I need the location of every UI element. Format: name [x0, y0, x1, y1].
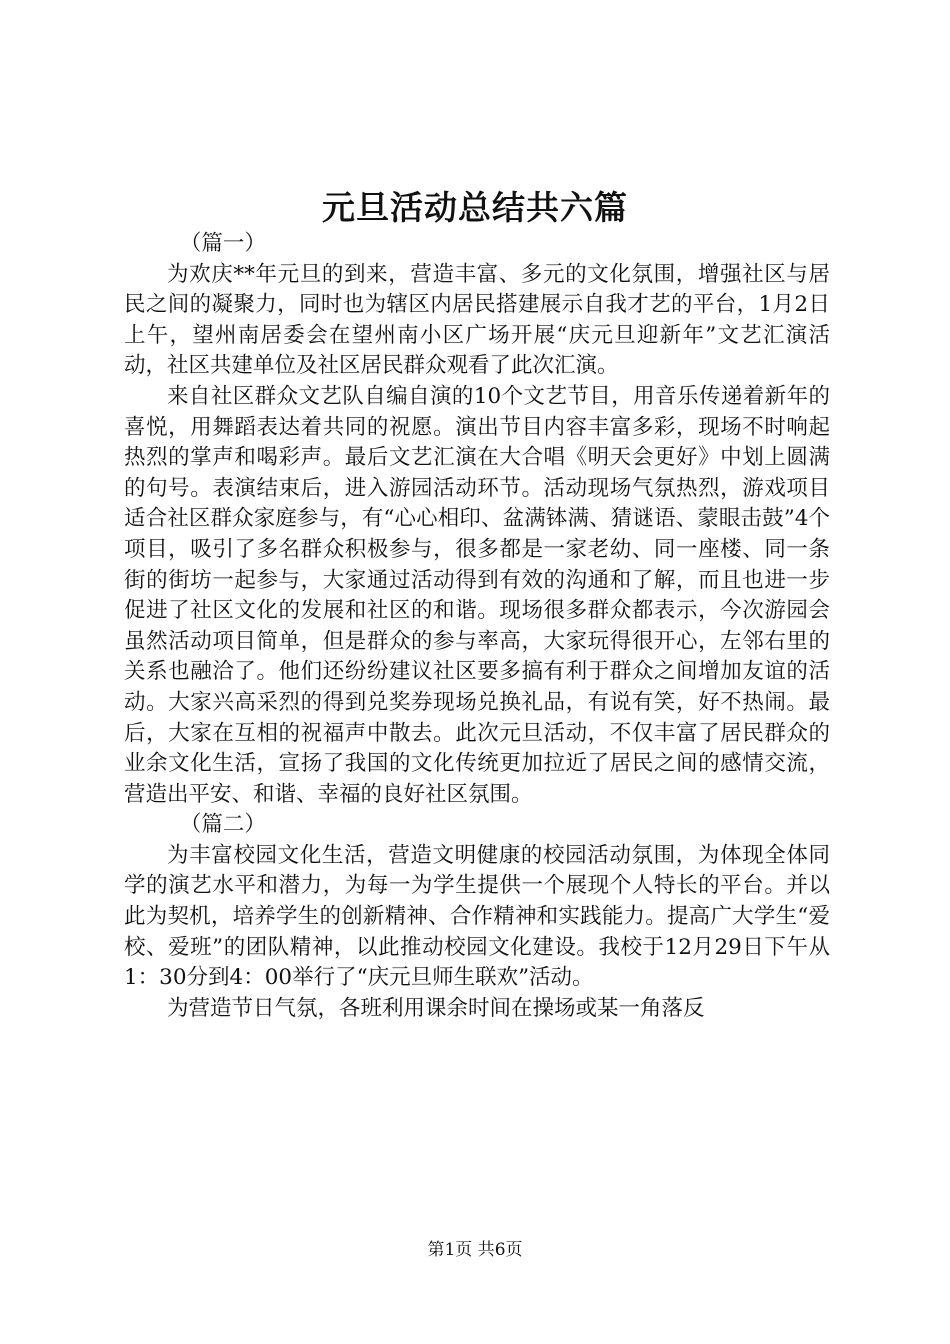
paragraph: 为营造节日气氛，各班利用课余时间在操场或某一角落反 — [167, 995, 705, 1021]
document-body — [124, 229, 830, 1024]
document-title: 元旦活动总结共六篇 — [322, 188, 628, 227]
page-footer: 第1页 共6页 — [427, 1240, 523, 1260]
section-heading: （篇一） — [179, 231, 266, 256]
paragraph: 为丰富校园文化生活，营造文明健康的校园活动氛围，为体现全体同学的演艺水平和潜力，为每一为学生提供一个展现个人特长的平台。并以此为契机，培养学生的创新精神、合作精神和实践能力。提高广大学生“爱校、爱班”的团队精神，以此推动校园文化建设。我校于12月29日下午从1：30分到4：00举行了“庆元旦师生联欢”活动。 — [124, 842, 830, 991]
section-heading: （篇二） — [179, 812, 266, 838]
paragraph: 来自社区群众文艺队自编自演的10个文艺节目，用音乐传递着新年的喜悦，用舞蹈表达着共同的祝愿。演出节目内容丰富多彩，现场不时响起热烈的掌声和喝彩声。最后文艺汇演在大合唱《明天会更好》中划上圆满的句号。表演结束后，进入游园活动环节。活动现场气氛热烈，游戏项目适合社区群众家庭参与，有“心心相印、盆满钵满、猜谜语、蒙眼击鼓”4个项目，吸引了多名群众积极参与，很多都是一家老幼、同一座楼、同一条街的街坊一起参与，大家通过活动得到有效的沟通和了解，而且也进一步促进了社区文化的发展和社区的和谐。现场很多群众都表示，今次游园会虽然活动项目简单，但是群众的参与率高，大家玩得很开心，左邻右里的关系也融洽了。他们还纷纷建议社区要多搞有利于群众之间增加友谊的活动。大家兴高采烈的得到兑奖券现场兑换礼品，有说有笑，好不热闹。最后，大家在互相的祝福声中散去。此次元旦活动，不仅丰富了居民群众的业余文化生活，宣扬了我国的文化传统更加拉近了居民之间的感情交流，营造出平安、和谐、幸福的良好社区氛围。 — [124, 383, 830, 807]
paragraph: 为欢庆**年元旦的到来，营造丰富、多元的文化氛围，增强社区与居民之间的凝聚力，同时也为辖区内居民搭建展示自我才艺的平台，1月2日上午，望州南居委会在望州南小区广场开展“庆元旦迎新年”文艺汇演活动，社区共建单位及社区居民群众观看了此次汇演。 — [124, 261, 830, 379]
